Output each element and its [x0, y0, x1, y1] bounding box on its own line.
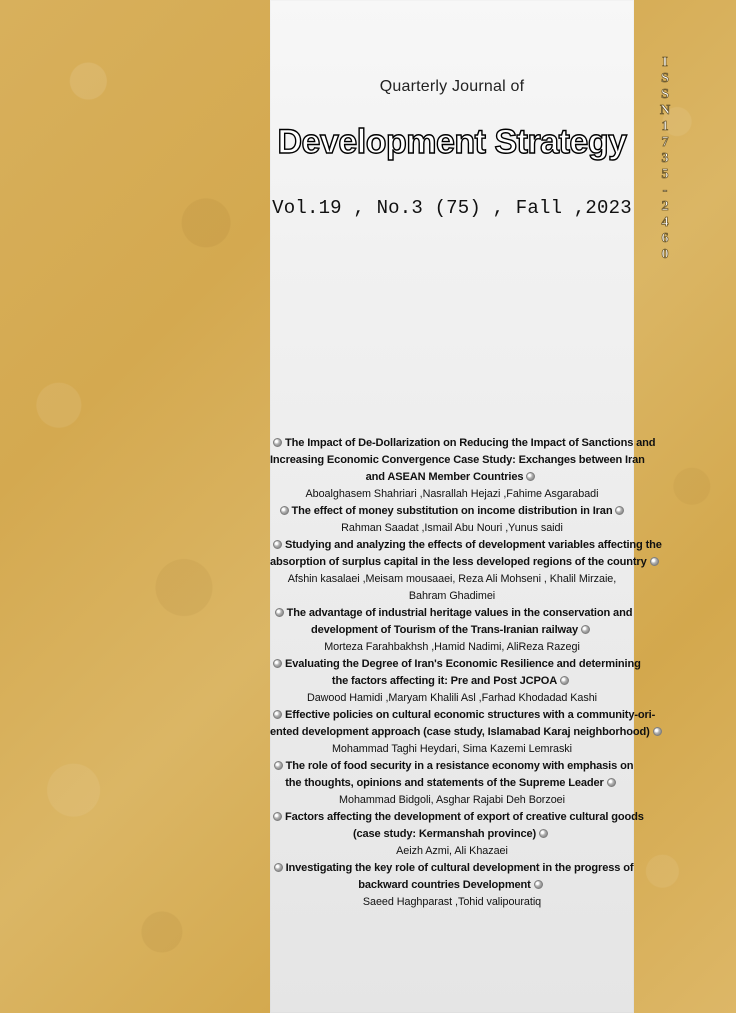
article-title-line: backward countries Development — [270, 877, 634, 894]
toc-entry — [270, 537, 662, 605]
bullet-icon — [274, 761, 283, 770]
article-authors-line: Morteza Farahbakhsh ,Hamid Nadimi, AliReza Razegi — [324, 641, 580, 653]
article-title-line: The role of food security in a resistance economy with emphasis on — [270, 758, 634, 775]
bullet-icon — [615, 506, 624, 515]
article-authors — [270, 792, 634, 809]
article-authors — [270, 894, 634, 911]
bullet-icon — [273, 438, 282, 447]
article-title — [270, 656, 641, 690]
bullet-icon — [273, 659, 282, 668]
article-title-line: Effective policies on cultural economic structures with a community-ori- — [270, 707, 634, 724]
article-title-line: and ASEAN Member Countries — [270, 469, 634, 486]
article-title — [270, 758, 634, 792]
article-title-line: The advantage of industrial heritage values in the conservation and — [270, 605, 634, 622]
issn-char: 6 — [661, 231, 669, 246]
right-gold-panel — [634, 0, 736, 1013]
article-title — [270, 707, 656, 741]
article-title-line: Evaluating the Degree of Iran's Economic Resilience and determining — [270, 656, 634, 673]
article-title-line: (case study: Kermanshah province) — [270, 826, 634, 843]
bullet-icon — [273, 710, 282, 719]
article-authors — [270, 486, 634, 503]
article-authors-line: Afshin kasalaei ,Meisam mousaaei, Reza Ali Mohseni , Khalil Mirzaie, — [287, 573, 617, 585]
issn-char: S — [661, 87, 669, 102]
bullet-icon — [275, 608, 284, 617]
bullet-icon — [653, 727, 662, 736]
article-title — [270, 809, 644, 843]
issn-char: - — [662, 183, 668, 198]
issn-char: 7 — [661, 135, 669, 150]
toc-entry — [270, 860, 634, 911]
article-authors-line: Saeed Haghparast ,Tohid valipouratiq — [362, 896, 542, 908]
bullet-icon — [280, 506, 289, 515]
issn-vertical-text — [655, 55, 675, 263]
table-of-contents — [270, 435, 662, 911]
toc-entry — [270, 435, 656, 503]
toc-entry — [270, 809, 644, 860]
article-title — [270, 503, 634, 520]
article-title-line: development of Tourism of the Trans-Iranian railway — [270, 622, 634, 639]
issn-char: 2 — [661, 199, 669, 214]
bullet-icon — [534, 880, 543, 889]
article-title-line: Investigating the key role of cultural development in the progress of — [270, 860, 634, 877]
article-title — [270, 605, 634, 639]
article-authors-line: Bahram Ghadimei — [408, 590, 496, 602]
article-title-line: Factors affecting the development of export of creative cultural goods — [270, 809, 634, 826]
bullet-icon — [581, 625, 590, 634]
article-authors — [270, 741, 634, 758]
article-authors-line: Rahman Saadat ,Ismail Abu Nouri ,Yunus saidi — [341, 522, 563, 534]
toc-entry — [270, 503, 634, 537]
article-title-line: ented development approach (case study, Islamabad Karaj neighborhood) — [270, 724, 634, 741]
article-title — [270, 537, 662, 571]
left-gold-panel — [0, 0, 270, 1013]
article-title-line: absorption of surplus capital in the less developed regions of the country — [270, 554, 634, 571]
issn-char: 4 — [661, 215, 669, 230]
article-title — [270, 435, 656, 486]
article-authors-line: Aboalghasem Shahriari ,Nasrallah Hejazi ,Fahime Asgarabadi — [305, 488, 599, 500]
article-authors — [270, 520, 634, 537]
issn-char: 0 — [661, 247, 669, 262]
issn-char: N — [659, 103, 671, 118]
article-authors-line: Mohammad Bidgoli, Asghar Rajabi Deh Borzoei — [339, 794, 565, 806]
issn-char: 5 — [661, 167, 669, 182]
article-title — [270, 860, 634, 894]
bullet-icon — [273, 540, 282, 549]
article-authors — [270, 639, 634, 656]
article-title-line: Increasing Economic Convergence Case Study: Exchanges between Iran — [270, 454, 645, 466]
article-title-line: The Impact of De-Dollarization on Reducing the Impact of Sanctions and — [270, 435, 634, 452]
toc-entry — [270, 656, 641, 707]
bullet-icon — [607, 778, 616, 787]
article-authors — [270, 690, 634, 707]
bullet-icon — [560, 676, 569, 685]
article-authors — [270, 571, 634, 605]
bullet-icon — [273, 812, 282, 821]
bullet-icon — [650, 557, 659, 566]
article-authors-line: Mohammad Taghi Heydari, Sima Kazemi Lemraski — [331, 743, 573, 755]
journal-kicker: Quarterly Journal of — [379, 78, 525, 95]
issn-char: 3 — [661, 151, 669, 166]
issn-char: I — [662, 55, 668, 70]
article-title-line: The effect of money substitution on income distribution in Iran — [270, 503, 634, 520]
journal-title: Development Strategy — [277, 123, 627, 161]
article-title-line: Studying and analyzing the effects of development variables affecting the — [270, 537, 634, 554]
toc-entry — [270, 707, 656, 758]
bullet-icon — [274, 863, 283, 872]
article-authors-line: Dawood Hamidi ,Maryam Khalili Asl ,Farhad Khodadad Kashi — [306, 692, 598, 704]
bullet-icon — [539, 829, 548, 838]
issue-line: Vol.19 , No.3 (75) , Fall ,2023 — [272, 197, 632, 219]
article-title-line: the factors affecting it: Pre and Post JCPOA — [270, 673, 634, 690]
issn-char: S — [661, 71, 669, 86]
article-title-line: the thoughts, opinions and statements of the Supreme Leader — [270, 775, 634, 792]
issn-char: 1 — [661, 119, 669, 134]
article-authors-line: Aeizh Azmi, Ali Khazaei — [396, 845, 508, 857]
article-authors — [270, 843, 634, 860]
bullet-icon — [526, 472, 535, 481]
toc-entry — [270, 758, 634, 809]
toc-entry — [270, 605, 634, 656]
